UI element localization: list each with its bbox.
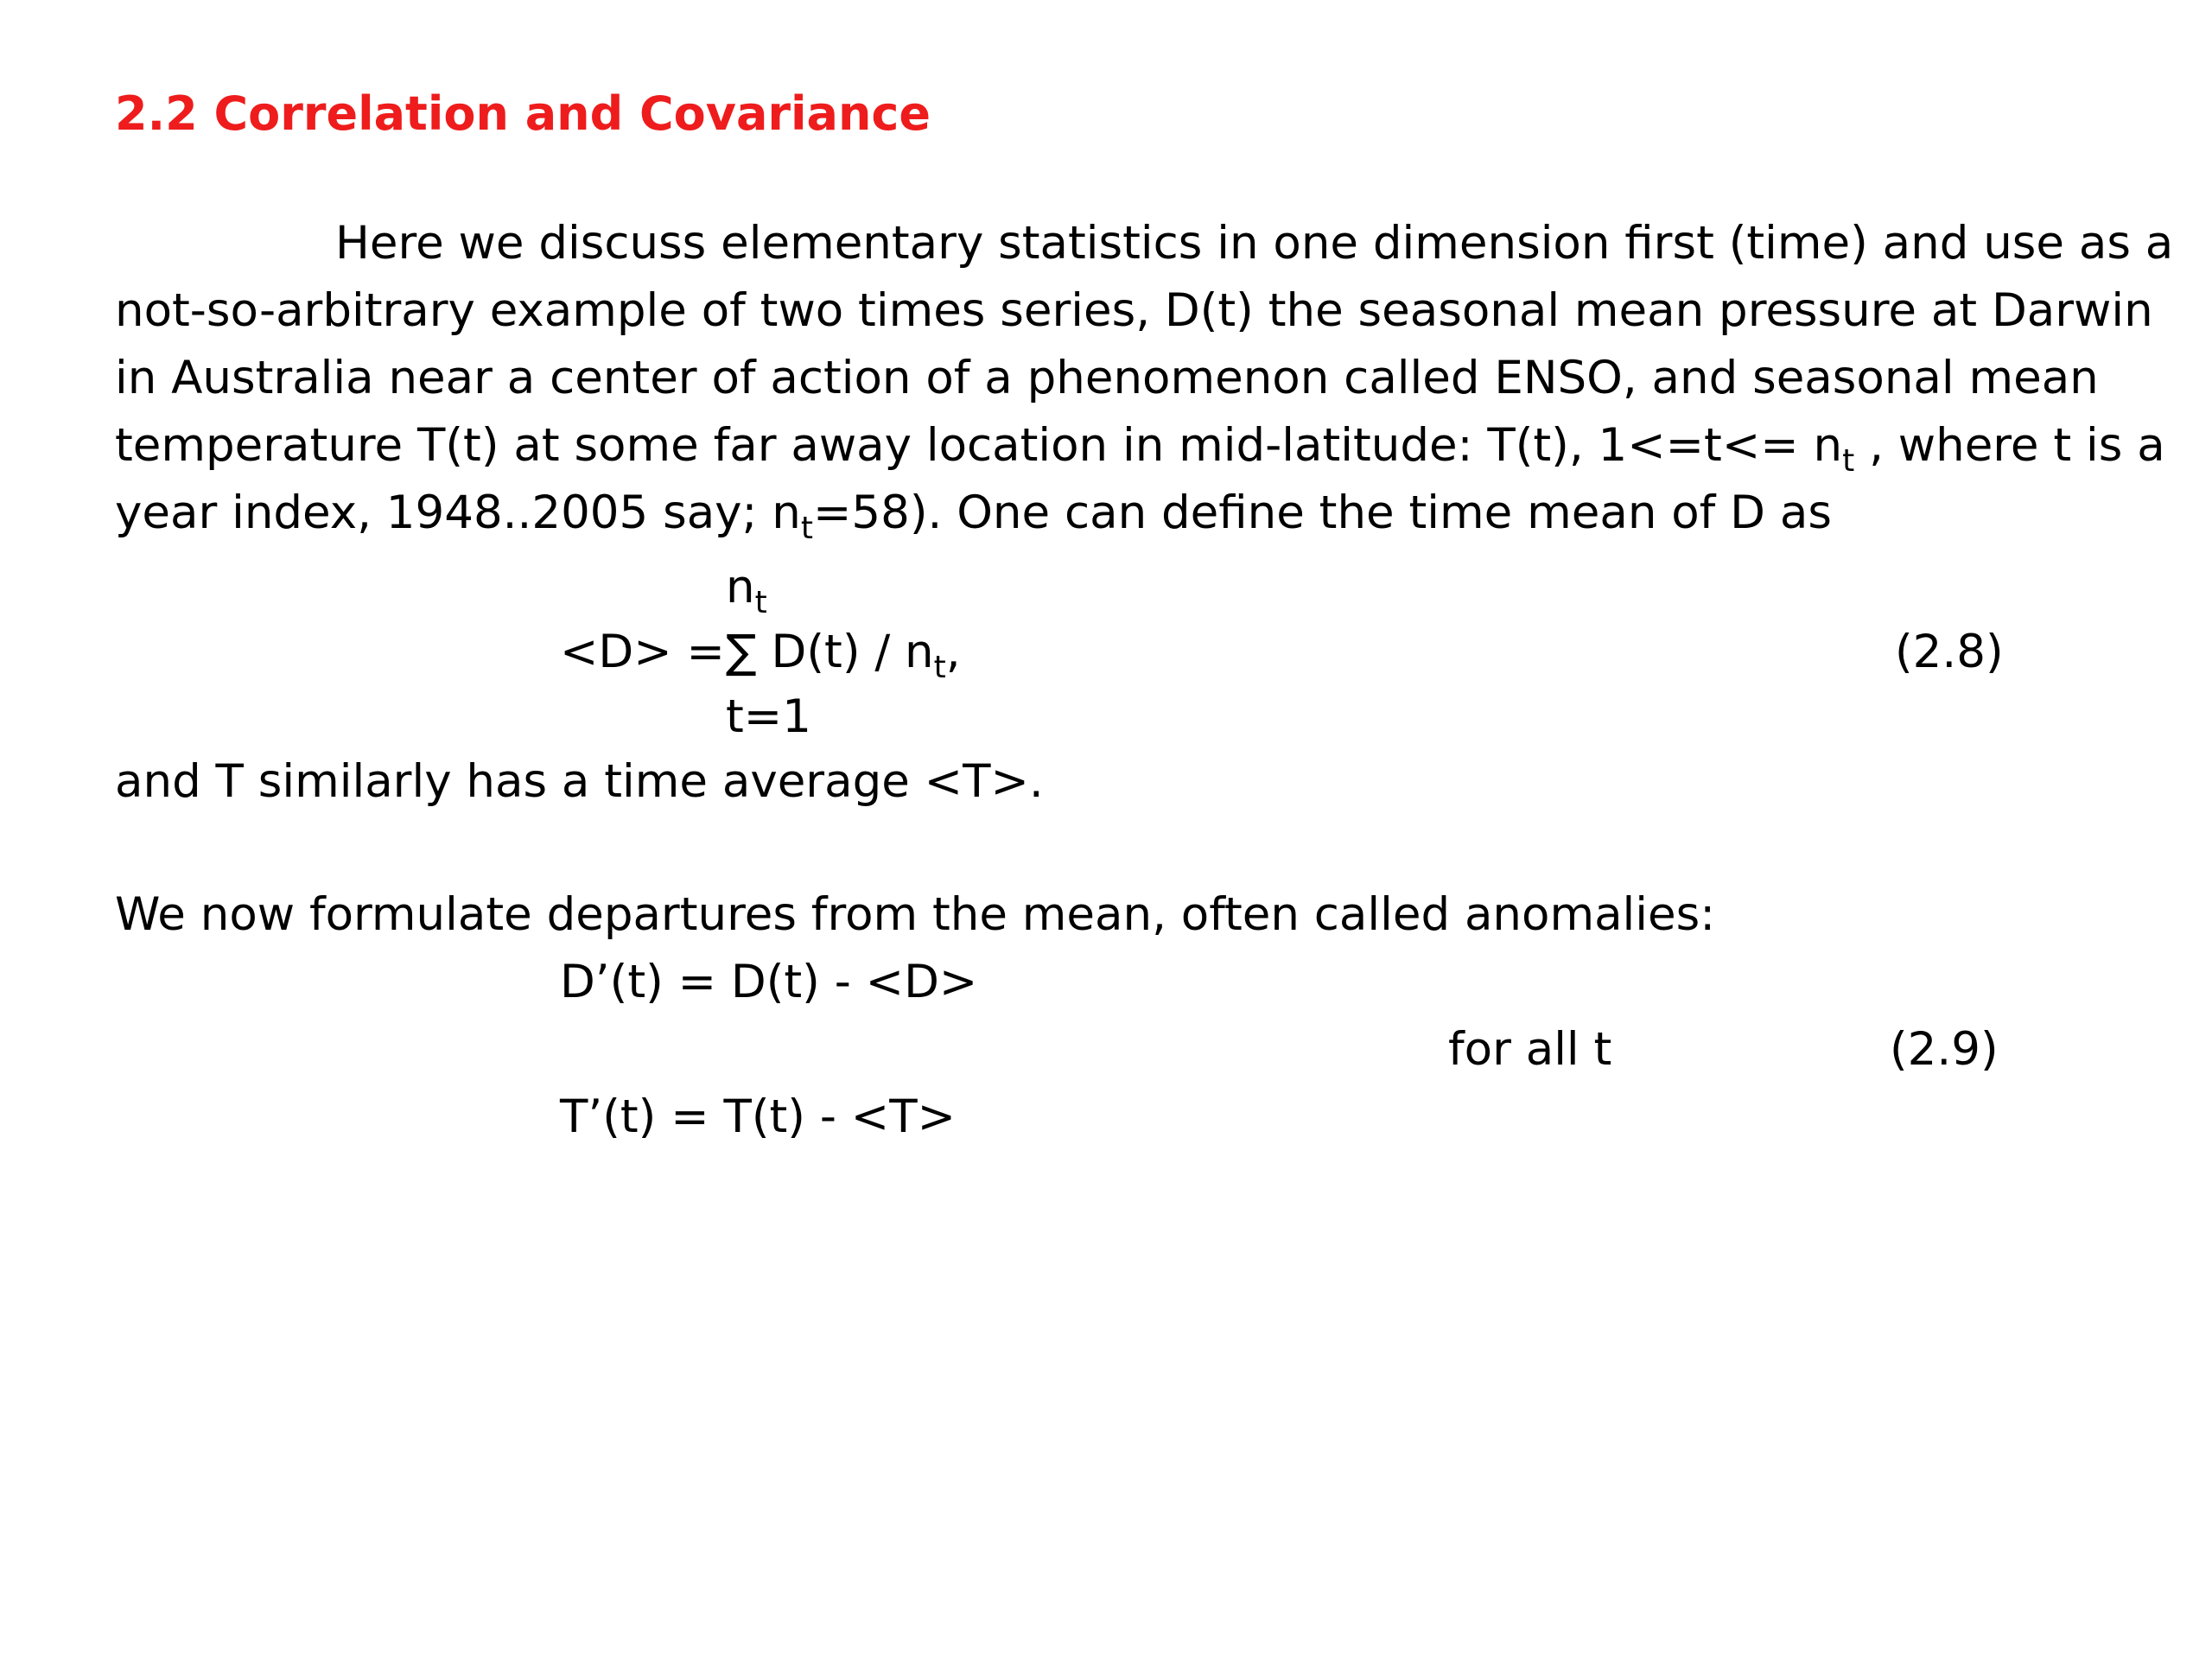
equation-condition: for all t bbox=[1448, 1023, 1612, 1076]
equation-lhs: <D> = bbox=[560, 626, 725, 678]
section-heading: 2.2 Correlation and Covariance bbox=[115, 86, 931, 141]
equation-number: (2.9) bbox=[1890, 1023, 1999, 1076]
equation-number: (2.8) bbox=[1895, 626, 2004, 678]
sum-lower-limit: t=1 bbox=[726, 690, 811, 743]
anomaly-equation-d: D’(t) = D(t) - <D> bbox=[560, 956, 978, 1008]
paragraph-line: not-so-arbitrary example of two times series, D(t) the seasonal mean pressure at Darwin bbox=[115, 284, 2153, 337]
paragraph-line: Here we discuss elementary statistics in one dimension first (time) and use as a bbox=[335, 217, 2174, 270]
sum-expression: ∑ $D(t) / n_t$, bbox=[726, 626, 961, 685]
paragraph-line: year index, 1948..2005 say; $n_t=58$). One can define the time mean of D as bbox=[115, 486, 1832, 546]
paragraph-line: in Australia near a center of action of a phenomenon called ENSO, and seasonal mean bbox=[115, 352, 2099, 404]
paragraph-line: We now formulate departures from the mean, often called anomalies: bbox=[115, 888, 1716, 941]
paragraph-line: temperature T(t) at some far away location in mid-latitude: T(t), $1<=t<= n_t$ , where t is a bbox=[115, 419, 2165, 479]
paragraph-line: and T similarly has a time average <T>. bbox=[115, 755, 1044, 808]
intro-paragraph bbox=[115, 210, 2174, 547]
anomaly-equation-t: T’(t) = T(t) - <T> bbox=[560, 1090, 956, 1143]
sum-upper-limit: $n_t$ bbox=[726, 561, 767, 620]
